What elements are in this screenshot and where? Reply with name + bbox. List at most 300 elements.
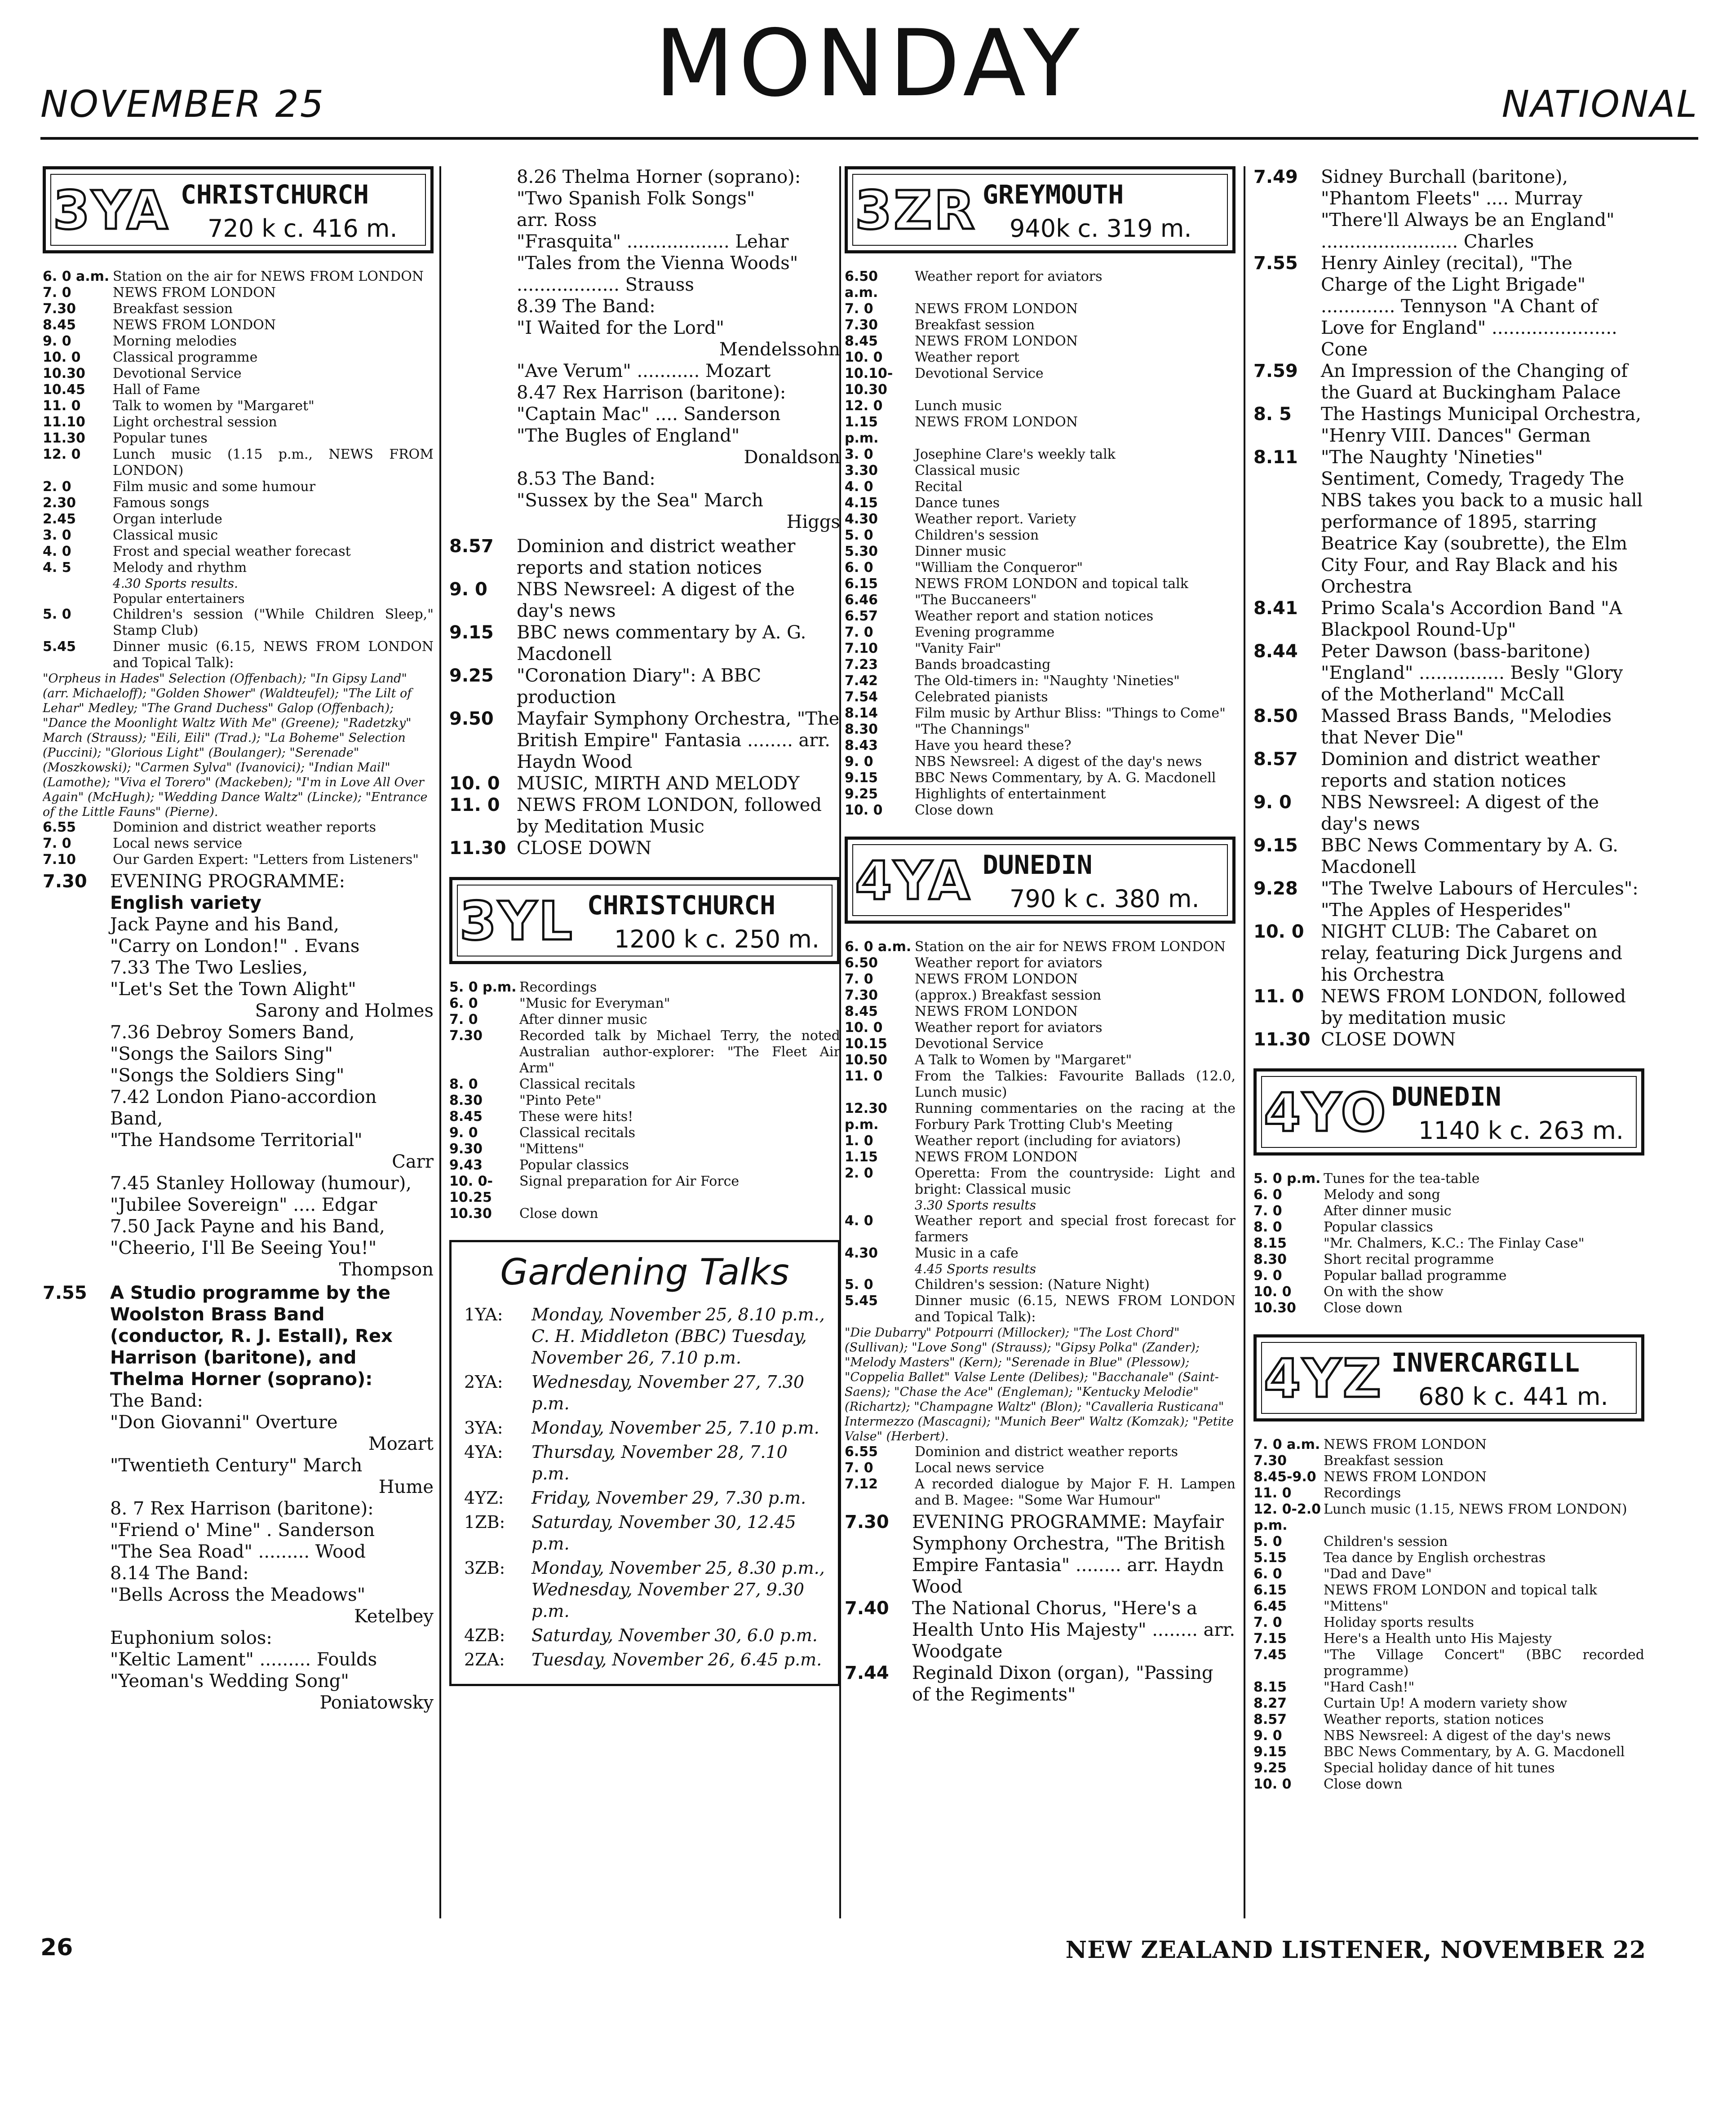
schedule-description: (approx.) Breakfast session xyxy=(915,987,1102,1003)
schedule-time: 11.10 xyxy=(43,414,85,430)
schedule-entry xyxy=(43,544,434,560)
schedule-time: 12. 0 xyxy=(43,447,81,462)
schedule-entry xyxy=(845,1165,1236,1198)
schedule-entry xyxy=(449,536,840,579)
schedule-entry xyxy=(449,1012,840,1028)
schedule-entry xyxy=(449,1173,840,1206)
schedule-description: Celebrated pianists xyxy=(915,689,1048,705)
schedule-entry xyxy=(1253,1776,1644,1793)
gardening-row xyxy=(464,1649,825,1670)
schedule-time: 7.15 xyxy=(1253,1631,1287,1647)
schedule-description: Popular classics xyxy=(1324,1219,1433,1235)
schedule-entry xyxy=(845,1004,1236,1020)
schedule-time: 9.15 xyxy=(449,622,494,643)
schedule-description: Famous songs xyxy=(113,495,209,511)
schedule-entry xyxy=(1253,1171,1644,1187)
column-divider xyxy=(439,166,441,1918)
programme-line: 8.39 The Band: xyxy=(517,296,655,317)
schedule-description: Close down xyxy=(1324,1300,1403,1316)
schedule-time: 7. 0 a.m. xyxy=(1253,1437,1320,1452)
programme-line: Poniatowsky xyxy=(319,1692,434,1713)
schedule-description: Close down xyxy=(519,1206,598,1222)
gardening-station: 4ZB: xyxy=(464,1625,505,1645)
schedule-entry xyxy=(845,544,1236,560)
schedule-description: The Old-timers in: "Naughty 'Nineties" xyxy=(915,673,1180,689)
schedule-time: 8.44 xyxy=(1253,641,1298,662)
schedule-time: 8.57 xyxy=(1253,749,1298,770)
schedule-time: 8.30 xyxy=(449,1093,483,1108)
schedule-description: Dinner music (6.15, NEWS FROM LONDON and Topical Talk): xyxy=(113,639,434,671)
schedule-time: 7.44 xyxy=(845,1663,889,1683)
gardening-row xyxy=(464,1371,825,1414)
schedule-time: 7.30 xyxy=(845,1512,889,1532)
schedule-entry xyxy=(449,1157,840,1173)
schedule-description: Breakfast session xyxy=(915,317,1035,333)
schedule-description: NEWS FROM LONDON and topical talk xyxy=(915,576,1188,592)
schedule-entry xyxy=(1253,1696,1644,1712)
station-box-4yz xyxy=(1253,1334,1644,1421)
schedule-description: Primo Scala's Accordion Band "A Blackpool Round-Up" xyxy=(1321,598,1622,640)
schedule-time: 8.14 xyxy=(845,705,878,721)
schedule-time: 11.30 xyxy=(43,430,85,446)
schedule-entry xyxy=(845,479,1236,495)
programme-line: arr. Ross xyxy=(517,210,597,230)
schedule-time: 7.30 xyxy=(449,1028,483,1044)
schedule-description: Talk to women by "Margaret" xyxy=(113,398,314,414)
schedule-description: Reginald Dixon (organ), "Passing of the Regiments" xyxy=(912,1663,1213,1705)
schedule-description: Weather report for aviators xyxy=(915,955,1103,971)
dinner-music-list: "Die Dubarry" Potpourri (Millocker); "The Lost Chord" (Sullivan); "Love Song" (Strauss); "Gipsy Polka" (Zander); "Melody Masters" (Kern); "Serenade in Blue" (Plessow); "Coppelia Ballet" Valse Lente (Delibes); "Bacchanale" (Saint-Saens); "Chase the Ace" (Engleman); "Kentucky Melodie" (Richartz); "Champagne Waltz" (Blon); "Cavalleria Rusticana" Intermezzo (Mascagni); "Munich Beer" Waltz (Komzak); "Petite Valse" (Herbert). xyxy=(845,1326,1234,1444)
schedule-description: "Vanity Fair" xyxy=(915,641,1001,656)
schedule-description: Frost and special weather forecast xyxy=(113,544,351,559)
schedule-description: After dinner music xyxy=(1324,1203,1452,1219)
schedule-time: 7.30 xyxy=(43,871,87,892)
schedule-description: "The Buccaneers" xyxy=(915,592,1037,608)
gardening-talks-box xyxy=(449,1240,840,1686)
schedule-entry xyxy=(845,657,1236,673)
schedule-time: 7.30 xyxy=(1253,1453,1287,1469)
programme-line: "Keltic Lament" ......... Foulds xyxy=(110,1649,377,1670)
programme-line: 8.26 Thelma Horner (soprano): xyxy=(517,167,801,187)
schedule-description: Running commentaries on the racing at the Forbury Park Trotting Club's Meeting xyxy=(915,1101,1236,1133)
station-city: CHRISTCHURCH xyxy=(181,179,369,210)
schedule-entry xyxy=(1253,1712,1644,1728)
programme-line: Sarony and Holmes xyxy=(255,1001,434,1021)
schedule-description: Lunch music xyxy=(915,398,1002,414)
schedule-entry xyxy=(449,979,840,996)
programme-line: "Frasquita" .................. Lehar xyxy=(517,231,789,252)
schedule-description: Film music and some humour xyxy=(113,479,316,495)
schedule-entry xyxy=(1253,1029,1644,1050)
schedule-time: 7.45 xyxy=(1253,1647,1287,1663)
schedule-time: 7.40 xyxy=(845,1598,889,1619)
gardening-row xyxy=(464,1441,825,1484)
programme-line: Euphonium solos: xyxy=(110,1628,272,1648)
schedule-entry xyxy=(845,1662,1236,1705)
schedule-description: NEWS FROM LONDON xyxy=(915,971,1078,987)
programme-line: "Songs the Sailors Sing" xyxy=(110,1044,333,1064)
schedule-time: 7. 0 xyxy=(845,301,873,317)
gardening-station: 2ZA: xyxy=(464,1650,505,1669)
station-frequency: 720 k c. 416 m. xyxy=(208,214,398,243)
schedule-3yl xyxy=(449,979,840,1222)
schedule-time: 4. 0 xyxy=(845,479,873,495)
schedule-time: 7.49 xyxy=(1253,167,1298,187)
schedule-description: The National Chorus, "Here's a Health Unto His Majesty" ........ arr. Woodgate xyxy=(912,1598,1236,1662)
station-callsign: 4YA xyxy=(855,850,972,912)
schedule-entry xyxy=(43,333,434,350)
schedule-entry xyxy=(1253,447,1644,598)
schedule-time: 10.50 xyxy=(845,1052,887,1068)
schedule-entry xyxy=(449,837,840,859)
schedule-entry xyxy=(845,939,1236,955)
schedule-description: Children's session: (Nature Night) xyxy=(915,1277,1150,1293)
schedule-time: 4.15 xyxy=(845,495,878,511)
schedule-description: "Dad and Dave" xyxy=(1324,1566,1432,1582)
schedule-time: 10. 0 xyxy=(1253,1284,1292,1300)
schedule-description: Devotional Service xyxy=(113,366,242,381)
schedule-entry xyxy=(1253,1582,1644,1598)
schedule-time: 10.30 xyxy=(1253,1300,1296,1316)
schedule-entry xyxy=(1253,1268,1644,1284)
programme-line: Ketelbey xyxy=(354,1606,434,1627)
programme-line: "Don Giovanni" Overture xyxy=(110,1412,338,1433)
schedule-entry xyxy=(449,1206,840,1222)
schedule-entry xyxy=(1253,1235,1644,1252)
column-4 xyxy=(1253,166,1644,1918)
schedule-entry xyxy=(1253,835,1644,878)
gardening-time: Wednesday, November 27, 7.30 p.m. xyxy=(531,1372,805,1413)
schedule-entry xyxy=(845,786,1236,802)
schedule-description: Weather reports, station notices xyxy=(1324,1712,1544,1727)
header-day: MONDAY xyxy=(655,10,1084,117)
schedule-time: 10. 0 xyxy=(845,1020,883,1036)
schedule-3zr xyxy=(845,269,1236,819)
station-callsign: 3YA xyxy=(53,179,170,241)
schedule-entry xyxy=(845,1293,1236,1325)
schedule-time: 8.57 xyxy=(1253,1712,1287,1727)
schedule-description: MUSIC, MIRTH AND MELODY xyxy=(517,773,800,794)
schedule-description: Organ interlude xyxy=(113,511,222,527)
schedule-time: 7.23 xyxy=(845,657,878,673)
programme-line: The Band: xyxy=(110,1390,203,1411)
schedule-entry xyxy=(1253,598,1644,641)
schedule-time: 7.10 xyxy=(845,641,878,656)
schedule-entry xyxy=(1253,360,1644,403)
schedule-entry xyxy=(845,1149,1236,1165)
gardening-row xyxy=(464,1511,825,1554)
schedule-time: 5.30 xyxy=(845,544,878,559)
schedule-time: 4. 5 xyxy=(43,560,71,576)
schedule-entry xyxy=(1253,748,1644,792)
schedule-entry xyxy=(845,1444,1236,1460)
schedule-entry xyxy=(43,382,434,398)
programme-line: Carr xyxy=(392,1151,434,1172)
gardening-time: Monday, November 25, 7.10 p.m. xyxy=(531,1418,819,1438)
schedule-time: 9.15 xyxy=(845,770,878,786)
programme-line: Donaldson xyxy=(744,447,840,468)
schedule-time: 8.45 xyxy=(449,1109,483,1125)
programme-line: "I Waited for the Lord" xyxy=(517,318,724,338)
schedule-description: BBC News Commentary by A. G. Macdonell xyxy=(1321,835,1618,877)
schedule-description: Massed Brass Bands, "Melodies that Never Die" xyxy=(1321,706,1612,748)
programme-line: 8. 7 Rex Harrison (baritone): xyxy=(110,1498,374,1519)
gardening-row xyxy=(464,1625,825,1646)
schedule-description: Tea dance by English orchestras xyxy=(1324,1550,1546,1566)
dinner-music-list: "Orpheus in Hades" Selection (Offenbach); "In Gipsy Land" (arr. Michaeloff); "Golden Shower" (Waldteufel); "The Lilt of Lehar" Medley; "The Grand Duchess" Galop (Offenbach); "Dance the Moonlight Waltz With Me" (Greene); "Radetzky" March (Strauss); "Eili, Eili" (Trad.); "La Boheme" Selection (Puccini); "Glorious Light" (Boulanger); "Serenade" (Moszkowski); "Carmen Sylva" (Ivanovici); "Indian Mail" (Lamothe); "Viva el Torero" (Mackeben); "I'm in Love All Over Again" (McHugh); "Wedding Dance Waltz" (Lincke); "Entrance of the Little Fauns" (Pierne). xyxy=(43,672,428,819)
schedule-description: Dominion and district weather reports xyxy=(915,1444,1178,1460)
schedule-description: Weather report. Variety xyxy=(915,511,1076,527)
programme-line: Mendelssohn xyxy=(719,339,840,360)
schedule-time: 10. 0 xyxy=(1253,1776,1292,1792)
schedule-entry xyxy=(845,560,1236,576)
schedule-entry xyxy=(1253,705,1644,748)
station-frequency: 1200 k c. 250 m. xyxy=(614,925,820,953)
schedule-entry xyxy=(845,1460,1236,1476)
schedule-description: Dance tunes xyxy=(915,495,1000,511)
schedule-note: 3.30 Sports results xyxy=(915,1198,1036,1213)
schedule-description: Dinner music xyxy=(915,544,1006,559)
schedule-time: 7. 0 xyxy=(1253,1203,1282,1219)
schedule-entry xyxy=(1253,792,1644,835)
programme-line: "Cheerio, I'll Be Seeing You!" xyxy=(110,1238,377,1258)
programme-line: 7.36 Debroy Somers Band, xyxy=(110,1022,355,1043)
programme-description: A Studio programme by the Woolston Brass Band (conductor, R. J. Estall), Rex Harrison (baritone), and Thelma Horner (soprano): xyxy=(110,1283,393,1390)
schedule-entry xyxy=(845,301,1236,317)
schedule-entry xyxy=(43,398,434,414)
schedule-entry xyxy=(43,495,434,511)
schedule-description: Devotional Service xyxy=(915,1036,1044,1052)
schedule-time: 8.11 xyxy=(1253,447,1298,468)
schedule-entry xyxy=(1253,252,1644,360)
programme-line: Thompson xyxy=(339,1259,434,1280)
programme-line: "Sussex by the Sea" March xyxy=(517,490,763,511)
schedule-time: 10. 0-10.25 xyxy=(449,1173,493,1205)
schedule-entry xyxy=(1253,1566,1644,1582)
schedule-time: 7. 0 xyxy=(43,836,71,851)
gardening-time: Tuesday, November 26, 6.45 p.m. xyxy=(531,1650,822,1669)
schedule-time: 9.15 xyxy=(1253,1744,1287,1760)
schedule-description: Devotional Service xyxy=(915,366,1044,381)
station-box-3zr xyxy=(845,166,1236,253)
schedule-description: Close down xyxy=(1324,1776,1403,1792)
programme-line: "Tales from the Vienna Woods" .................. Strauss xyxy=(517,253,798,295)
gardening-station: 1YA: xyxy=(464,1305,503,1324)
schedule-description: "Hard Cash!" xyxy=(1324,1679,1415,1695)
schedule-time: 5. 0 p.m. xyxy=(449,979,517,995)
schedule-time: 6. 0 xyxy=(1253,1566,1282,1582)
schedule-time: 6. 0 xyxy=(1253,1187,1282,1203)
schedule-description: Tunes for the tea-table xyxy=(1324,1171,1480,1187)
station-city: DUNEDIN xyxy=(1391,1081,1501,1112)
programme-line: "Let's Set the Town Alight" xyxy=(110,979,356,1000)
schedule-description: NEWS FROM LONDON xyxy=(1324,1437,1487,1452)
schedule-entry xyxy=(449,1093,840,1109)
schedule-entry xyxy=(845,317,1236,333)
schedule-entry xyxy=(845,770,1236,786)
schedule-time: 4.30 xyxy=(845,511,878,527)
gardening-time: Monday, November 25, 8.30 p.m., Wednesday, November 27, 9.30 p.m. xyxy=(531,1558,825,1621)
schedule-entry xyxy=(845,333,1236,350)
schedule-description: Melody and rhythm xyxy=(113,560,247,576)
column-3 xyxy=(845,166,1236,1918)
gardening-row xyxy=(464,1417,825,1439)
schedule-time: 7.12 xyxy=(845,1476,878,1492)
schedule-entry xyxy=(845,1245,1236,1262)
schedule-entry xyxy=(1253,1744,1644,1760)
schedule-time: 9.15 xyxy=(1253,835,1298,856)
schedule-description: Our Garden Expert: "Letters from Listeners" xyxy=(113,852,419,868)
programme-line: "Songs the Soldiers Sing" xyxy=(110,1065,345,1086)
schedule-entry xyxy=(449,1028,840,1076)
schedule-time: 6. 0 xyxy=(449,996,478,1011)
schedule-description: "The Channings" xyxy=(915,722,1030,737)
schedule-time: 11.30 xyxy=(449,838,506,859)
schedule-time: 6. 0 a.m. xyxy=(845,939,912,955)
schedule-entry xyxy=(845,269,1236,301)
schedule-entry xyxy=(1253,641,1644,705)
schedule-entry xyxy=(845,673,1236,689)
programme-line: "The Bugles of England" xyxy=(517,425,740,446)
schedule-time: 8.15 xyxy=(1253,1679,1287,1695)
schedule-time: 8.45 xyxy=(845,333,878,349)
schedule-time: 2.45 xyxy=(43,511,76,527)
gardening-station: 4YZ: xyxy=(464,1488,504,1508)
schedule-entry xyxy=(845,511,1236,527)
station-box-3yl xyxy=(449,877,840,964)
schedule-entry xyxy=(845,608,1236,624)
schedule-4ya xyxy=(845,939,1236,1509)
schedule-time: 9. 0 xyxy=(845,754,873,770)
schedule-description: Classical music xyxy=(915,463,1020,478)
schedule-description: Dinner music (6.15, NEWS FROM LONDON and Topical Talk): xyxy=(915,1293,1236,1325)
schedule-entry xyxy=(845,366,1236,398)
schedule-entry xyxy=(43,430,434,447)
programme-line: "Friend o' Mine" . Sanderson xyxy=(110,1520,375,1541)
schedule-time: 7. 0 xyxy=(449,1012,478,1027)
schedule-time: 10.45 xyxy=(43,382,85,398)
schedule-time: 8.45 xyxy=(845,1004,878,1019)
programme-line: "Yeoman's Wedding Song" xyxy=(110,1671,349,1691)
header-date: NOVEMBER 25 xyxy=(40,83,325,126)
schedule-time: 10.15 xyxy=(845,1036,887,1052)
schedule-time: 1.15 xyxy=(845,1149,878,1165)
schedule-time: 6.15 xyxy=(1253,1582,1287,1598)
schedule-description: "Music for Everyman" xyxy=(519,996,670,1011)
schedule-entry xyxy=(1253,1437,1644,1453)
schedule-entry xyxy=(845,754,1236,770)
schedule-time: 8.27 xyxy=(1253,1696,1287,1711)
schedule-entry xyxy=(1253,921,1644,986)
schedule-entry xyxy=(43,366,434,382)
schedule-3ya xyxy=(43,269,434,868)
schedule-entry xyxy=(1253,1453,1644,1469)
programme-line: 7.45 Stanley Holloway (humour), xyxy=(110,1173,412,1194)
schedule-entry xyxy=(43,836,434,852)
schedule-description: "Mr. Chalmers, K.C.: The Finlay Case" xyxy=(1324,1235,1585,1251)
schedule-description: CLOSE DOWN xyxy=(517,838,652,859)
schedule-description: NEWS FROM LONDON and topical talk xyxy=(1324,1582,1597,1598)
schedule-time: 8.43 xyxy=(845,738,878,753)
schedule-description: Recorded talk by Michael Terry, the noted Australian author-explorer: "The Fleet Air Arm" xyxy=(519,1028,840,1076)
station-callsign: 3ZR xyxy=(855,179,977,241)
schedule-description: Lunch music (1.15 p.m., NEWS FROM LONDON) xyxy=(113,447,434,478)
evening-programme-4ya xyxy=(845,1511,1236,1705)
schedule-entry xyxy=(1253,1647,1644,1679)
schedule-entry xyxy=(43,285,434,301)
schedule-description: Operetta: From the countryside: Light and bright: Classical music xyxy=(915,1165,1236,1197)
schedule-entry xyxy=(845,463,1236,479)
schedule-time: 8.41 xyxy=(1253,598,1298,619)
schedule-entry xyxy=(43,317,434,333)
schedule-time: 9. 0 xyxy=(1253,1268,1282,1284)
schedule-time: 11. 0 xyxy=(845,1068,883,1084)
schedule-description: Breakfast session xyxy=(113,301,233,317)
schedule-time: 4. 0 xyxy=(845,1213,873,1229)
schedule-time: 9.30 xyxy=(449,1141,483,1157)
programme-line: 8.47 Rex Harrison (baritone): xyxy=(517,382,786,403)
schedule-description: Mayfair Symphony Orchestra, "The British Empire" Fantasia ........ arr. Haydn Wood xyxy=(517,708,840,772)
schedule-entry xyxy=(449,996,840,1012)
schedule-entry xyxy=(845,1068,1236,1101)
page-header xyxy=(40,10,1698,140)
schedule-time: 7. 0 xyxy=(43,285,71,301)
station-city: INVERCARGILL xyxy=(1391,1347,1580,1378)
programme-line: Hume xyxy=(378,1477,434,1497)
gardening-station: 2YA: xyxy=(464,1372,503,1392)
schedule-time: 12. 0-2.0 p.m. xyxy=(1253,1501,1321,1533)
station-frequency: 790 k c. 380 m. xyxy=(1010,885,1200,913)
schedule-description: Evening programme xyxy=(915,624,1055,640)
schedule-entry xyxy=(43,511,434,527)
schedule-entry xyxy=(1253,1219,1644,1235)
schedule-time: 5. 0 p.m. xyxy=(1253,1171,1321,1187)
programme-line: "Jubilee Sovereign" .... Edgar xyxy=(110,1195,377,1215)
schedule-entry xyxy=(845,527,1236,544)
schedule-description: These were hits! xyxy=(519,1109,633,1125)
schedule-description: BBC News Commentary, by A. G. Macdonell xyxy=(915,770,1216,786)
schedule-time: 8.45 xyxy=(43,317,76,333)
schedule-description: An Impression of the Changing of the Guard at Buckingham Palace xyxy=(1321,361,1628,403)
schedule-description: A recorded dialogue by Major F. H. Lampen and B. Magee: "Some War Humour" xyxy=(915,1476,1236,1508)
schedule-description: Here's a Health unto His Majesty xyxy=(1324,1631,1552,1647)
schedule-entry xyxy=(1253,1550,1644,1566)
schedule-description: Weather report for aviators xyxy=(915,1020,1103,1036)
schedule-entry xyxy=(43,852,434,868)
schedule-description: "The Village Concert" (BBC recorded programme) xyxy=(1324,1647,1644,1679)
programme-continued xyxy=(449,166,840,859)
schedule-time: 7. 0 xyxy=(845,624,873,640)
gardening-time: Saturday, November 30, 12.45 p.m. xyxy=(531,1512,796,1554)
schedule-entry xyxy=(845,414,1236,447)
schedule-entry xyxy=(1253,1598,1644,1615)
programme-line: 8.53 The Band: xyxy=(517,469,655,489)
programme-line: 7.42 London Piano-accordion Band, xyxy=(110,1087,377,1129)
station-callsign: 4YZ xyxy=(1264,1347,1383,1409)
station-city: CHRISTCHURCH xyxy=(587,890,776,921)
schedule-description: Special holiday dance of hit tunes xyxy=(1324,1760,1555,1776)
schedule-description: Close down xyxy=(915,802,994,818)
schedule-description: NEWS FROM LONDON xyxy=(113,317,276,333)
schedule-entry xyxy=(845,971,1236,987)
schedule-time: 7. 0 xyxy=(845,1460,873,1476)
schedule-entry xyxy=(845,705,1236,722)
schedule-description: Recordings xyxy=(519,979,597,995)
programme-line: Jack Payne and his Band, xyxy=(110,914,339,935)
schedule-time: 12. 0 xyxy=(845,398,883,414)
schedule-entry xyxy=(845,1476,1236,1509)
programme-line: "Carry on London!" . Evans xyxy=(110,936,360,956)
